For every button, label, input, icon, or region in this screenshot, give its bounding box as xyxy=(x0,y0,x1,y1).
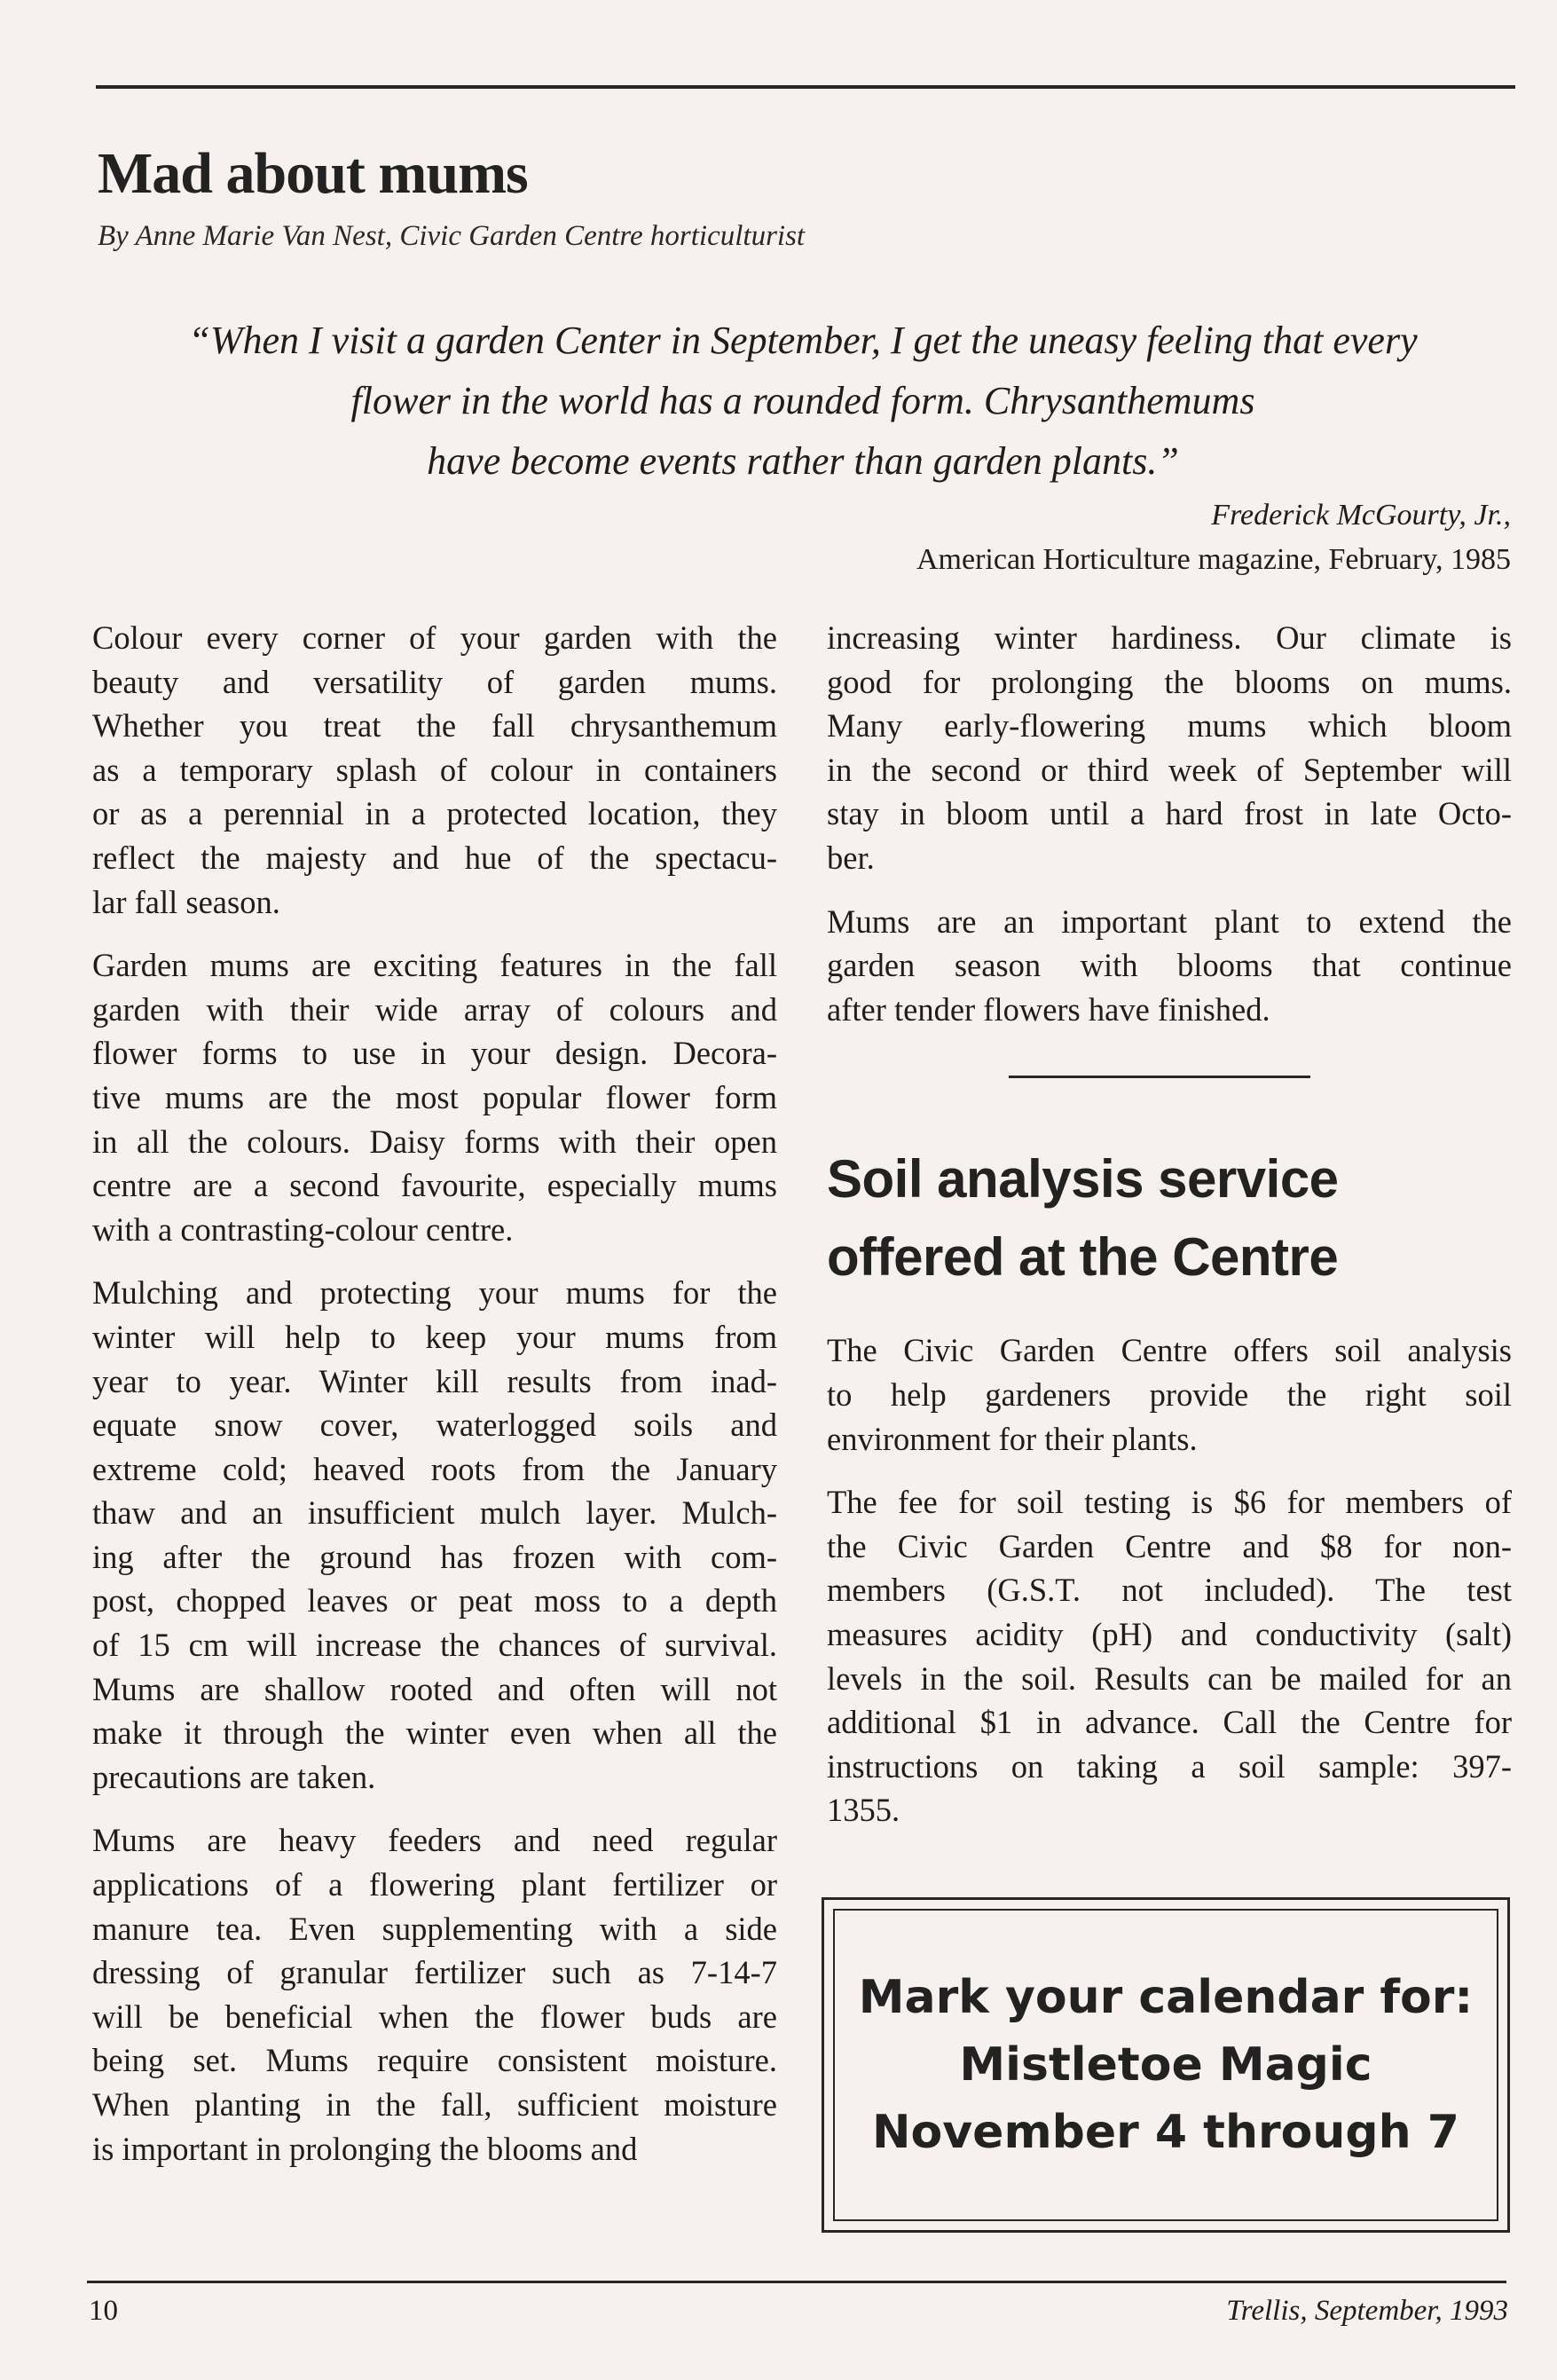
text-line: or as a perennial in a protected location, they xyxy=(92,795,777,832)
text-line: garden season with blooms that continue xyxy=(827,947,1512,984)
paragraph xyxy=(92,1818,777,2171)
paragraph xyxy=(827,1480,1512,1832)
quote-attribution xyxy=(624,493,1511,582)
text-line: When planting in the fall, sufficient moisture xyxy=(92,2086,777,2123)
text-line: members (G.S.T. not included). The test xyxy=(827,1572,1512,1609)
text-line: dressing of granular fertilizer such as 7-14-7 xyxy=(92,1954,777,1991)
article-title: Mad about mums xyxy=(98,141,528,206)
quote-line: flower in the world has a rounded form. Chrysanthemums xyxy=(350,379,1255,422)
text-line: lar fall season. xyxy=(92,883,280,920)
text-line: environment for their plants. xyxy=(827,1420,1198,1457)
text-line: instructions on taking a soil sample: 397- xyxy=(827,1747,1512,1785)
callout-line: November 4 through 7 xyxy=(872,2106,1459,2159)
attribution-name: Frederick McGourty, Jr., xyxy=(1211,499,1511,532)
text-line: beauty and versatility of garden mums. xyxy=(92,663,777,700)
text-line: additional $1 in advance. Call the Centre for xyxy=(827,1704,1512,1741)
paragraph xyxy=(92,616,777,924)
text-line: The Civic Garden Centre offers soil analysis xyxy=(827,1332,1512,1369)
bottom-rule xyxy=(87,2281,1506,2283)
page-number: 10 xyxy=(89,2295,118,2327)
publication-footer: Trellis, September, 1993 xyxy=(1226,2295,1508,2327)
text-line: flower forms to use in your design. Decora- xyxy=(92,1035,777,1072)
quote-line: have become events rather than garden plants.” xyxy=(427,439,1179,483)
text-line: winter will help to keep your mums from xyxy=(92,1318,777,1355)
text-line: increasing winter hardiness. Our climate is xyxy=(827,619,1512,656)
paragraph xyxy=(92,1271,777,1799)
text-line: Colour every corner of your garden with the xyxy=(92,619,777,656)
text-line: make it through the winter even when all the xyxy=(92,1714,777,1752)
attribution-source: American Horticulture magazine, February, 1985 xyxy=(916,543,1511,576)
text-line: stay in bloom until a hard frost in late Octo- xyxy=(827,795,1512,832)
text-line: of 15 cm will increase the chances of survival. xyxy=(92,1627,777,1664)
soil-section-body xyxy=(827,1328,1512,1832)
text-line: reflect the majesty and hue of the spectacu- xyxy=(92,839,777,876)
article-byline: By Anne Marie Van Nest, Civic Garden Centre horticulturist xyxy=(98,220,806,252)
section-divider xyxy=(1009,1076,1310,1078)
text-line: Garden mums are exciting features in the fall xyxy=(92,947,777,984)
text-line: The fee for soil testing is $6 for members of xyxy=(827,1484,1512,1521)
callout-line: Mistletoe Magic xyxy=(959,2038,1372,2092)
text-line: Whether you treat the fall chrysanthemum xyxy=(92,707,777,745)
soil-section-heading xyxy=(827,1140,1512,1296)
callout-line: Mark your calendar for: xyxy=(858,1971,1474,2024)
text-line: ing after the ground has frozen with com- xyxy=(92,1538,777,1575)
text-line: Mums are heavy feeders and need regular xyxy=(92,1822,777,1859)
text-line: measures acidity (pH) and conductivity (salt) xyxy=(827,1615,1512,1652)
text-line: tive mums are the most popular flower form xyxy=(92,1078,777,1115)
heading-line: offered at the Centre xyxy=(827,1227,1339,1288)
text-line: equate snow cover, waterlogged soils and xyxy=(92,1407,777,1444)
text-line: good for prolonging the blooms on mums. xyxy=(827,663,1512,700)
text-line: is important in prolonging the blooms and xyxy=(92,2130,638,2167)
text-line: ber. xyxy=(827,839,875,876)
text-line: year to year. Winter kill results from inad- xyxy=(92,1362,777,1399)
top-rule xyxy=(96,85,1515,89)
text-line: after tender flowers have finished. xyxy=(827,990,1270,1028)
article-continuation xyxy=(827,616,1512,1031)
calendar-callout-inner xyxy=(833,1909,1498,2221)
calendar-callout-box xyxy=(822,1897,1510,2233)
text-line: Mums are an important plant to extend the xyxy=(827,902,1512,940)
text-line: Mulching and protecting your mums for the xyxy=(92,1274,777,1312)
text-line: with a contrasting-colour centre. xyxy=(92,1210,514,1248)
text-line: 1355. xyxy=(827,1792,900,1829)
text-line: Many early-flowering mums which bloom xyxy=(827,707,1512,745)
text-line: will be beneficial when the flower buds are xyxy=(92,1998,777,2035)
text-line: thaw and an insufficient mulch layer. Mulch- xyxy=(92,1494,777,1532)
paragraph xyxy=(827,900,1512,1032)
pull-quote xyxy=(98,311,1508,492)
text-line: to help gardeners provide the right soil xyxy=(827,1375,1512,1413)
text-line: manure tea. Even supplementing with a side xyxy=(92,1910,777,1947)
left-column xyxy=(92,616,777,2190)
text-line: post, chopped leaves or peat moss to a depth xyxy=(92,1582,777,1620)
quote-line: “When I visit a garden Center in September, I get the uneasy feeling that every xyxy=(188,319,1418,362)
paragraph xyxy=(92,943,777,1251)
text-line: levels in the soil. Results can be mailed for an xyxy=(827,1659,1512,1697)
text-line: centre are a second favourite, especially mums xyxy=(92,1167,777,1204)
text-line: in the second or third week of September will xyxy=(827,751,1512,788)
text-line: the Civic Garden Centre and $8 for non- xyxy=(827,1527,1512,1564)
paragraph xyxy=(827,1328,1512,1461)
text-line: garden with their wide array of colours and xyxy=(92,990,777,1028)
text-line: as a temporary splash of colour in containers xyxy=(92,751,777,788)
heading-line: Soil analysis service xyxy=(827,1149,1339,1210)
right-column xyxy=(827,616,1512,1852)
text-line: in all the colours. Daisy forms with their open xyxy=(92,1123,777,1160)
text-line: extreme cold; heaved roots from the January xyxy=(92,1450,777,1487)
text-line: being set. Mums require consistent moisture. xyxy=(92,2042,777,2079)
text-line: Mums are shallow rooted and often will not xyxy=(92,1670,777,1707)
text-line: applications of a flowering plant fertilizer or xyxy=(92,1866,777,1903)
paragraph xyxy=(827,616,1512,880)
text-line: precautions are taken. xyxy=(92,1758,376,1795)
